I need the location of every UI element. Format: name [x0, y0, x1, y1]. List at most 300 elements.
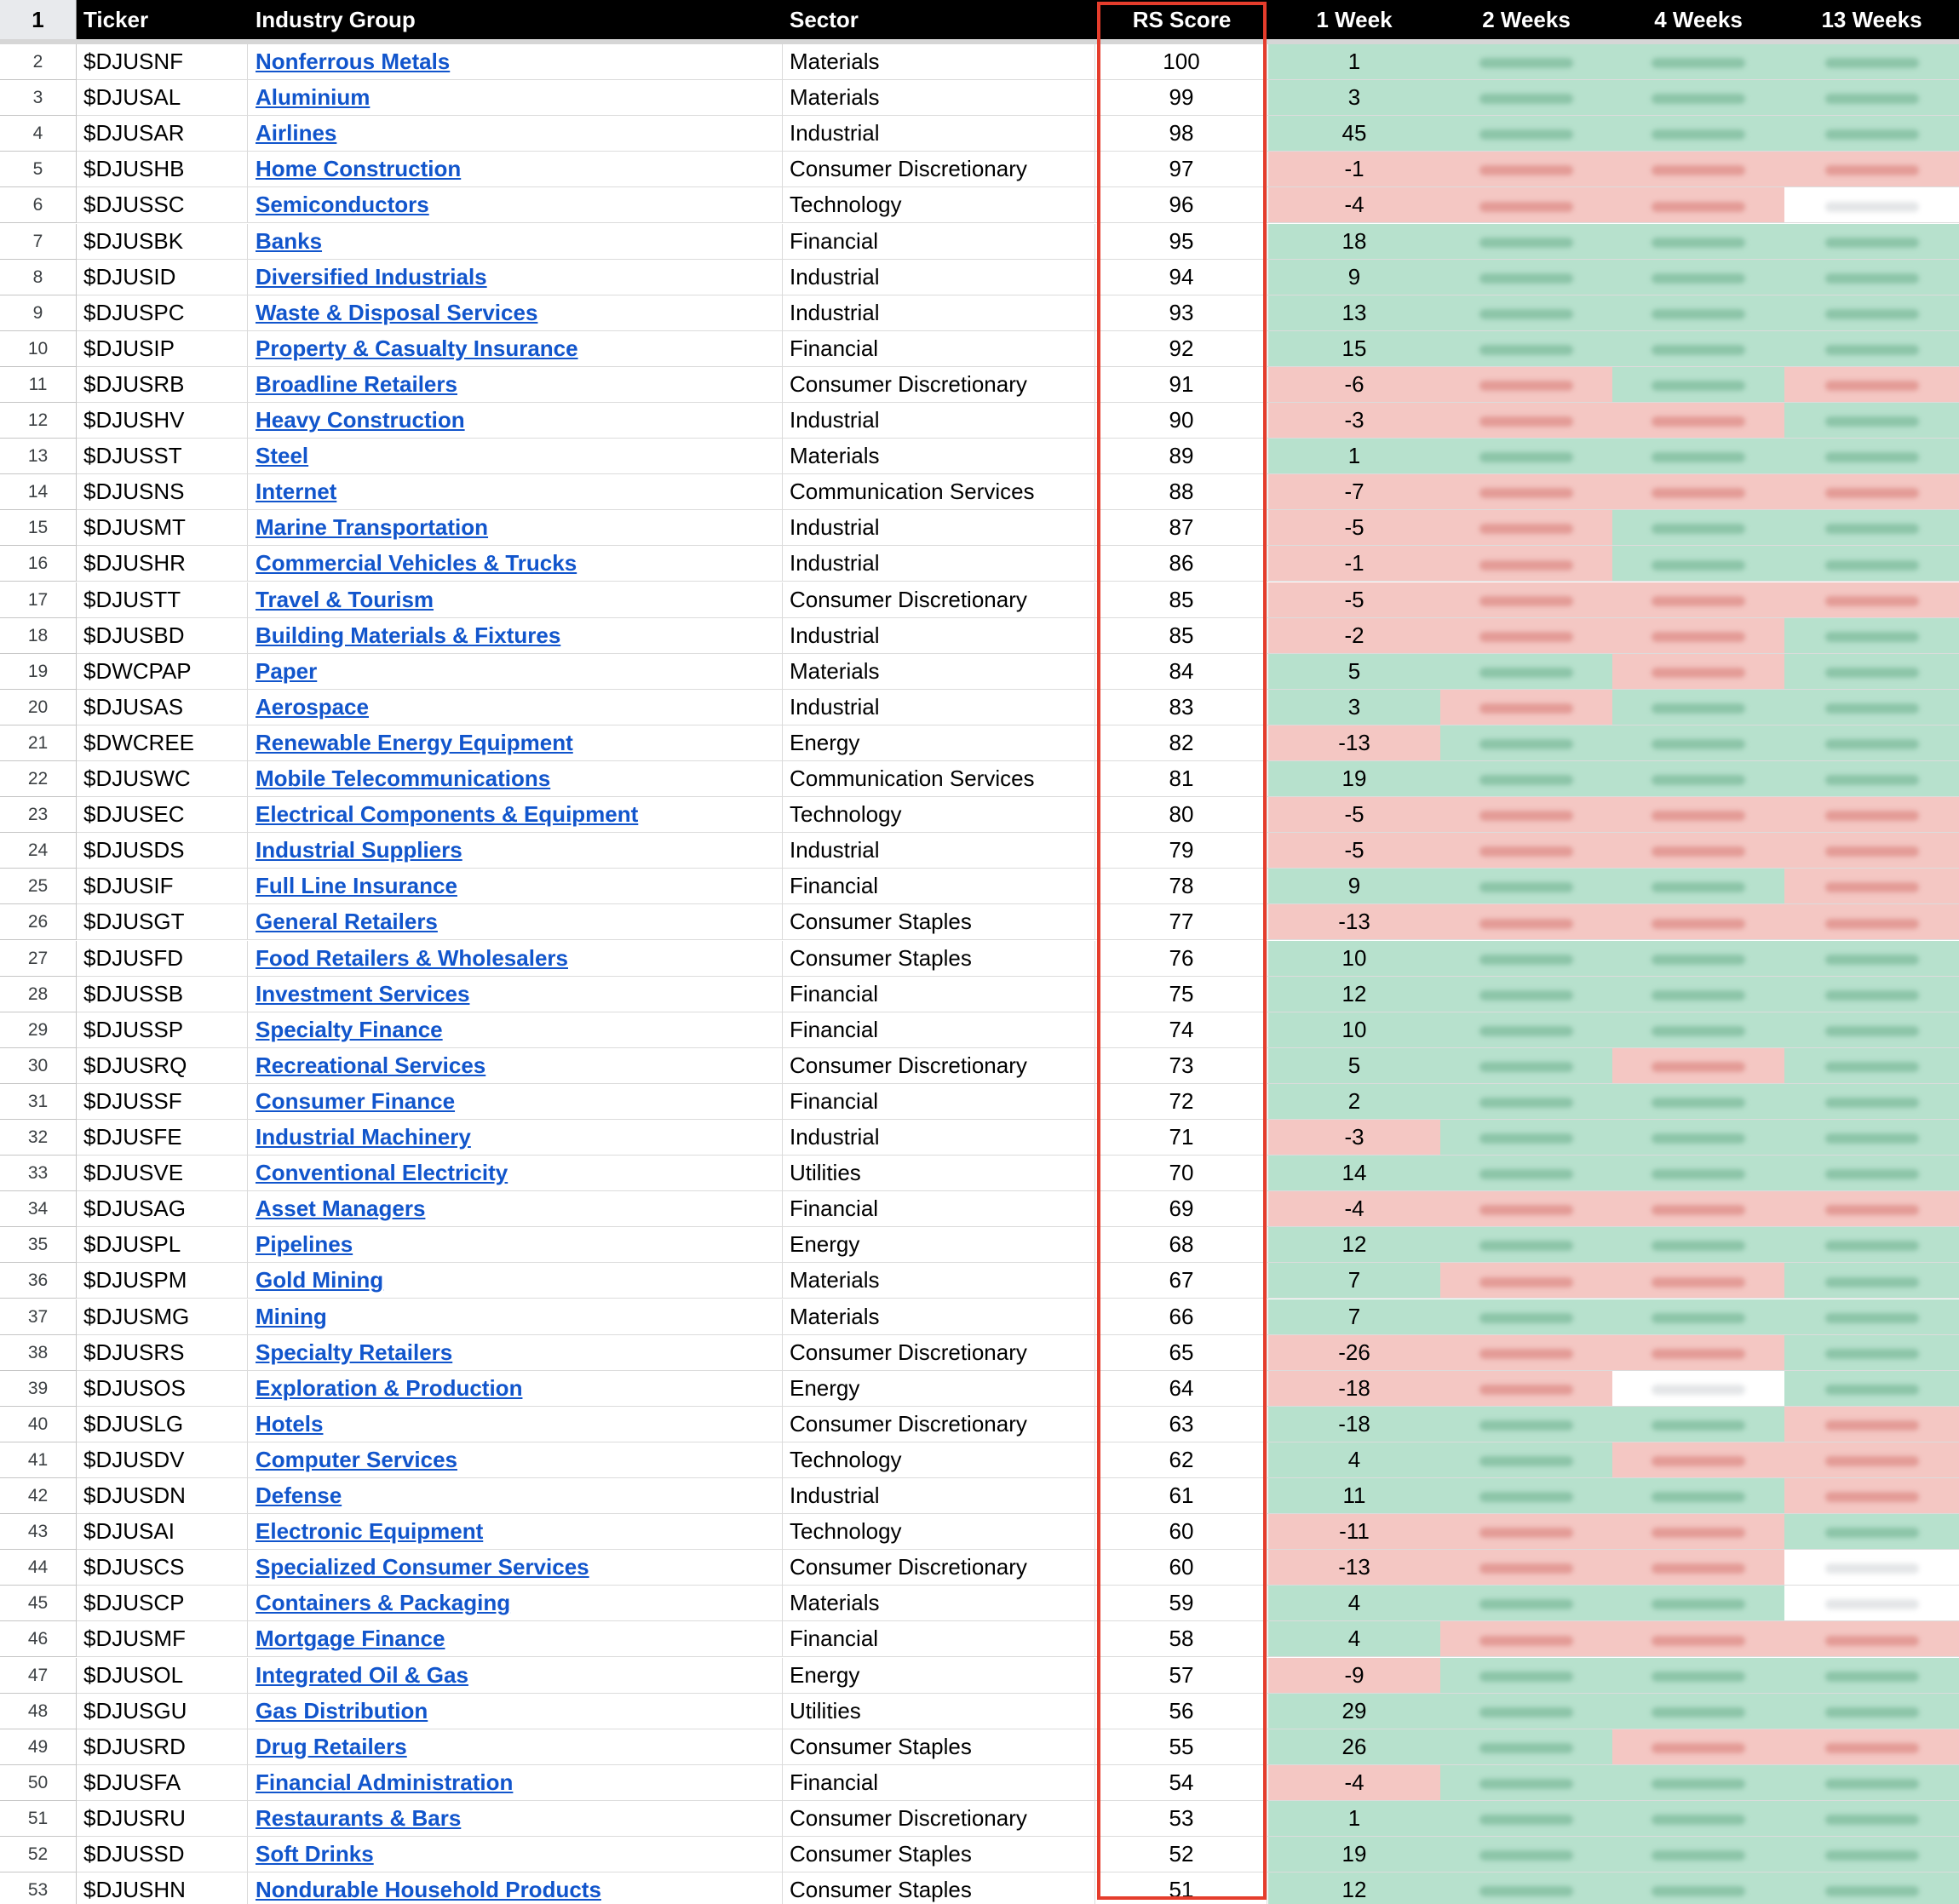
industry-group-link[interactable]: Mobile Telecommunications	[256, 766, 551, 791]
industry-group-cell[interactable]	[249, 1335, 783, 1370]
week2-change-cell[interactable]	[1440, 1048, 1612, 1083]
rs-score-cell[interactable]: 59	[1096, 1586, 1267, 1620]
rs-score-cell[interactable]: 91	[1096, 367, 1267, 402]
sector-cell[interactable]: Financial	[784, 977, 1095, 1012]
rs-score-cell[interactable]: 57	[1096, 1658, 1267, 1693]
rs-score-cell[interactable]: 94	[1096, 260, 1267, 295]
week2-change-cell[interactable]	[1440, 1263, 1612, 1298]
sector-cell[interactable]: Technology	[784, 1442, 1095, 1477]
rs-score-cell[interactable]: 77	[1096, 904, 1267, 939]
week13-change-cell[interactable]	[1784, 439, 1959, 473]
week4-change-cell[interactable]	[1612, 116, 1784, 151]
industry-group-link[interactable]: Asset Managers	[256, 1196, 426, 1222]
week4-change-cell[interactable]	[1612, 1837, 1784, 1872]
row-number[interactable]: 50	[0, 1765, 77, 1800]
week13-change-cell[interactable]	[1784, 44, 1959, 79]
week4-change-cell[interactable]	[1612, 833, 1784, 868]
week1-change-cell[interactable]: 5	[1268, 654, 1440, 689]
week13-change-cell[interactable]	[1784, 1012, 1959, 1047]
week2-change-cell[interactable]	[1440, 1371, 1612, 1406]
week2-change-cell[interactable]	[1440, 797, 1612, 832]
week2-change-cell[interactable]	[1440, 1586, 1612, 1620]
row-number[interactable]: 9	[0, 295, 77, 330]
week4-change-cell[interactable]	[1612, 1299, 1784, 1334]
week1-change-cell[interactable]: 15	[1268, 331, 1440, 366]
week4-change-cell[interactable]	[1612, 1084, 1784, 1119]
sector-cell[interactable]: Communication Services	[784, 474, 1095, 509]
week1-change-cell[interactable]: 2	[1268, 1084, 1440, 1119]
row-number[interactable]: 19	[0, 654, 77, 689]
week1-change-cell[interactable]: 10	[1268, 941, 1440, 976]
ticker-cell[interactable]: $DJUSAR	[78, 116, 248, 151]
sector-cell[interactable]: Energy	[784, 1371, 1095, 1406]
industry-group-link[interactable]: Diversified Industrials	[256, 263, 487, 290]
industry-group-link[interactable]: Soft Drinks	[256, 1841, 374, 1867]
week1-change-cell[interactable]: -26	[1268, 1335, 1440, 1370]
sector-cell[interactable]: Materials	[784, 80, 1095, 115]
week4-change-cell[interactable]	[1612, 260, 1784, 295]
week13-change-cell[interactable]	[1784, 1586, 1959, 1620]
week1-change-cell[interactable]: -18	[1268, 1407, 1440, 1442]
industry-group-cell[interactable]	[249, 546, 783, 581]
rs-score-cell[interactable]: 66	[1096, 1299, 1267, 1334]
week2-change-cell[interactable]	[1440, 1335, 1612, 1370]
row-number[interactable]: 26	[0, 904, 77, 939]
sector-cell[interactable]: Industrial	[784, 510, 1095, 545]
header-industry-group[interactable]: Industry Group	[249, 0, 783, 39]
industry-group-link[interactable]: Electronic Equipment	[256, 1518, 484, 1545]
ticker-cell[interactable]: $DJUSMG	[78, 1299, 248, 1334]
row-number[interactable]: 11	[0, 367, 77, 402]
sector-cell[interactable]: Utilities	[784, 1156, 1095, 1190]
week2-change-cell[interactable]	[1440, 1407, 1612, 1442]
week13-change-cell[interactable]	[1784, 1658, 1959, 1693]
ticker-cell[interactable]: $DJUSEC	[78, 797, 248, 832]
week4-change-cell[interactable]	[1612, 474, 1784, 509]
week2-change-cell[interactable]	[1440, 1191, 1612, 1226]
week2-change-cell[interactable]	[1440, 618, 1612, 653]
week2-change-cell[interactable]	[1440, 1694, 1612, 1729]
ticker-cell[interactable]: $DJUSHN	[78, 1872, 248, 1904]
week13-change-cell[interactable]	[1784, 1084, 1959, 1119]
industry-group-cell[interactable]	[249, 1765, 783, 1800]
rs-score-cell[interactable]: 92	[1096, 331, 1267, 366]
week4-change-cell[interactable]	[1612, 1550, 1784, 1585]
ticker-cell[interactable]: $DJUSAL	[78, 80, 248, 115]
row-number[interactable]: 52	[0, 1837, 77, 1872]
rs-score-cell[interactable]: 69	[1096, 1191, 1267, 1226]
header-sector[interactable]: Sector	[784, 0, 1095, 39]
week13-change-cell[interactable]	[1784, 941, 1959, 976]
sector-cell[interactable]: Financial	[784, 869, 1095, 903]
industry-group-link[interactable]: Investment Services	[256, 980, 470, 1006]
week2-change-cell[interactable]	[1440, 869, 1612, 903]
week2-change-cell[interactable]	[1440, 725, 1612, 760]
industry-group-link[interactable]: Gold Mining	[256, 1267, 384, 1293]
industry-group-link[interactable]: Full Line Insurance	[256, 873, 457, 899]
week2-change-cell[interactable]	[1440, 833, 1612, 868]
week1-change-cell[interactable]: 11	[1268, 1478, 1440, 1513]
sector-cell[interactable]: Technology	[784, 797, 1095, 832]
week1-change-cell[interactable]: 45	[1268, 116, 1440, 151]
ticker-cell[interactable]: $DJUSRB	[78, 367, 248, 402]
week13-change-cell[interactable]	[1784, 1120, 1959, 1155]
rs-score-cell[interactable]: 100	[1096, 44, 1267, 79]
week13-change-cell[interactable]	[1784, 1299, 1959, 1334]
week2-change-cell[interactable]	[1440, 1872, 1612, 1904]
week13-change-cell[interactable]	[1784, 260, 1959, 295]
ticker-cell[interactable]: $DJUSFD	[78, 941, 248, 976]
week13-change-cell[interactable]	[1784, 331, 1959, 366]
rs-score-cell[interactable]: 73	[1096, 1048, 1267, 1083]
row-number[interactable]: 23	[0, 797, 77, 832]
week1-change-cell[interactable]: 1	[1268, 439, 1440, 473]
week4-change-cell[interactable]	[1612, 1012, 1784, 1047]
week13-change-cell[interactable]	[1784, 1048, 1959, 1083]
week2-change-cell[interactable]	[1440, 582, 1612, 617]
industry-group-link[interactable]: Conventional Electricity	[256, 1160, 508, 1186]
row-number[interactable]: 40	[0, 1407, 77, 1442]
week4-change-cell[interactable]	[1612, 80, 1784, 115]
ticker-cell[interactable]: $DJUSBK	[78, 224, 248, 259]
ticker-cell[interactable]: $DJUSDV	[78, 1442, 248, 1477]
industry-group-cell[interactable]	[249, 977, 783, 1012]
week2-change-cell[interactable]	[1440, 80, 1612, 115]
ticker-cell[interactable]: $DJUSRQ	[78, 1048, 248, 1083]
week2-change-cell[interactable]	[1440, 260, 1612, 295]
industry-group-cell[interactable]	[249, 833, 783, 868]
rs-score-cell[interactable]: 58	[1096, 1621, 1267, 1656]
week13-change-cell[interactable]	[1784, 295, 1959, 330]
ticker-cell[interactable]: $DJUSFA	[78, 1765, 248, 1800]
week2-change-cell[interactable]	[1440, 1442, 1612, 1477]
week1-change-cell[interactable]: 10	[1268, 1012, 1440, 1047]
row-number[interactable]: 38	[0, 1335, 77, 1370]
week4-change-cell[interactable]	[1612, 1694, 1784, 1729]
industry-group-link[interactable]: Mortgage Finance	[256, 1626, 445, 1652]
week2-change-cell[interactable]	[1440, 904, 1612, 939]
week4-change-cell[interactable]	[1612, 1658, 1784, 1693]
sector-cell[interactable]: Financial	[784, 1191, 1095, 1226]
row-number[interactable]: 39	[0, 1371, 77, 1406]
industry-group-cell[interactable]	[249, 1872, 783, 1904]
week13-change-cell[interactable]	[1784, 1407, 1959, 1442]
rs-score-cell[interactable]: 78	[1096, 869, 1267, 903]
week2-change-cell[interactable]	[1440, 654, 1612, 689]
week1-change-cell[interactable]: -5	[1268, 833, 1440, 868]
week2-change-cell[interactable]	[1440, 1299, 1612, 1334]
week2-change-cell[interactable]	[1440, 331, 1612, 366]
industry-group-cell[interactable]	[249, 797, 783, 832]
week13-change-cell[interactable]	[1784, 510, 1959, 545]
industry-group-cell[interactable]	[249, 1191, 783, 1226]
row-number[interactable]: 31	[0, 1084, 77, 1119]
industry-group-link[interactable]: Consumer Finance	[256, 1087, 456, 1114]
week1-change-cell[interactable]: 12	[1268, 1872, 1440, 1904]
week4-change-cell[interactable]	[1612, 1765, 1784, 1800]
rs-score-cell[interactable]: 72	[1096, 1084, 1267, 1119]
week13-change-cell[interactable]	[1784, 224, 1959, 259]
industry-group-cell[interactable]	[249, 1550, 783, 1585]
week4-change-cell[interactable]	[1612, 1191, 1784, 1226]
week1-change-cell[interactable]: -5	[1268, 797, 1440, 832]
industry-group-link[interactable]: Nondurable Household Products	[256, 1877, 601, 1903]
week1-change-cell[interactable]: -13	[1268, 1550, 1440, 1585]
sector-cell[interactable]: Financial	[784, 1621, 1095, 1656]
rs-score-cell[interactable]: 74	[1096, 1012, 1267, 1047]
industry-group-link[interactable]: Commercial Vehicles & Trucks	[256, 550, 577, 576]
row-number[interactable]: 20	[0, 690, 77, 725]
week4-change-cell[interactable]	[1612, 1227, 1784, 1262]
header-ticker[interactable]: Ticker	[78, 0, 248, 39]
week1-change-cell[interactable]: 1	[1268, 1801, 1440, 1836]
ticker-cell[interactable]: $DJUSID	[78, 260, 248, 295]
ticker-cell[interactable]: $DJUSHR	[78, 546, 248, 581]
ticker-cell[interactable]: $DJUSIP	[78, 331, 248, 366]
ticker-cell[interactable]: $DJUSST	[78, 439, 248, 473]
ticker-cell[interactable]: $DJUSSP	[78, 1012, 248, 1047]
week1-change-cell[interactable]: -13	[1268, 725, 1440, 760]
week2-change-cell[interactable]	[1440, 510, 1612, 545]
row-number[interactable]: 43	[0, 1514, 77, 1549]
week1-change-cell[interactable]: 19	[1268, 761, 1440, 796]
row-number[interactable]: 17	[0, 582, 77, 617]
week1-change-cell[interactable]: 9	[1268, 869, 1440, 903]
industry-group-cell[interactable]	[249, 618, 783, 653]
week13-change-cell[interactable]	[1784, 618, 1959, 653]
week2-change-cell[interactable]	[1440, 403, 1612, 438]
week4-change-cell[interactable]	[1612, 797, 1784, 832]
week1-change-cell[interactable]: 7	[1268, 1263, 1440, 1298]
week4-change-cell[interactable]	[1612, 725, 1784, 760]
row-number[interactable]: 18	[0, 618, 77, 653]
week2-change-cell[interactable]	[1440, 1658, 1612, 1693]
industry-group-link[interactable]: Aerospace	[256, 693, 369, 720]
week4-change-cell[interactable]	[1612, 869, 1784, 903]
week2-change-cell[interactable]	[1440, 761, 1612, 796]
rs-score-cell[interactable]: 52	[1096, 1837, 1267, 1872]
industry-group-cell[interactable]	[249, 1227, 783, 1262]
industry-group-cell[interactable]	[249, 725, 783, 760]
sector-cell[interactable]: Energy	[784, 1658, 1095, 1693]
week1-change-cell[interactable]: -5	[1268, 510, 1440, 545]
rs-score-cell[interactable]: 81	[1096, 761, 1267, 796]
industry-group-link[interactable]: Aluminium	[256, 84, 371, 111]
week1-change-cell[interactable]: -13	[1268, 904, 1440, 939]
week13-change-cell[interactable]	[1784, 474, 1959, 509]
week4-change-cell[interactable]	[1612, 761, 1784, 796]
week4-change-cell[interactable]	[1612, 546, 1784, 581]
week1-change-cell[interactable]: -5	[1268, 582, 1440, 617]
week1-change-cell[interactable]: -9	[1268, 1658, 1440, 1693]
week13-change-cell[interactable]	[1784, 1442, 1959, 1477]
week4-change-cell[interactable]	[1612, 152, 1784, 186]
industry-group-link[interactable]: Drug Retailers	[256, 1733, 407, 1759]
industry-group-cell[interactable]	[249, 1048, 783, 1083]
week4-change-cell[interactable]	[1612, 44, 1784, 79]
industry-group-cell[interactable]	[249, 1658, 783, 1693]
rs-score-cell[interactable]: 55	[1096, 1729, 1267, 1764]
row-number[interactable]: 48	[0, 1694, 77, 1729]
ticker-cell[interactable]: $DJUSSC	[78, 187, 248, 222]
rs-score-cell[interactable]: 53	[1096, 1801, 1267, 1836]
week4-change-cell[interactable]	[1612, 1801, 1784, 1836]
row-number[interactable]: 44	[0, 1550, 77, 1585]
rs-score-cell[interactable]: 62	[1096, 1442, 1267, 1477]
week4-change-cell[interactable]	[1612, 1514, 1784, 1549]
ticker-cell[interactable]: $DJUSAG	[78, 1191, 248, 1226]
industry-group-cell[interactable]	[249, 260, 783, 295]
industry-group-cell[interactable]	[249, 1442, 783, 1477]
week4-change-cell[interactable]	[1612, 1120, 1784, 1155]
industry-group-cell[interactable]	[249, 510, 783, 545]
row-number[interactable]: 7	[0, 224, 77, 259]
week1-change-cell[interactable]: -3	[1268, 403, 1440, 438]
week1-change-cell[interactable]: -18	[1268, 1371, 1440, 1406]
row-number[interactable]: 16	[0, 546, 77, 581]
sector-cell[interactable]: Consumer Discretionary	[784, 1407, 1095, 1442]
week13-change-cell[interactable]	[1784, 797, 1959, 832]
industry-group-link[interactable]: Financial Administration	[256, 1769, 514, 1795]
week13-change-cell[interactable]	[1784, 1478, 1959, 1513]
week2-change-cell[interactable]	[1440, 295, 1612, 330]
ticker-cell[interactable]: $DJUSIF	[78, 869, 248, 903]
ticker-cell[interactable]: $DJUSCS	[78, 1550, 248, 1585]
row-number[interactable]: 12	[0, 403, 77, 438]
week4-change-cell[interactable]	[1612, 439, 1784, 473]
week2-change-cell[interactable]	[1440, 1120, 1612, 1155]
industry-group-cell[interactable]	[249, 1299, 783, 1334]
rs-score-cell[interactable]: 89	[1096, 439, 1267, 473]
week2-change-cell[interactable]	[1440, 1084, 1612, 1119]
industry-group-link[interactable]: Industrial Machinery	[256, 1124, 471, 1150]
ticker-cell[interactable]: $DJUSAI	[78, 1514, 248, 1549]
week4-change-cell[interactable]	[1612, 618, 1784, 653]
industry-group-cell[interactable]	[249, 44, 783, 79]
row-number[interactable]: 30	[0, 1048, 77, 1083]
week13-change-cell[interactable]	[1784, 761, 1959, 796]
rs-score-cell[interactable]: 99	[1096, 80, 1267, 115]
industry-group-cell[interactable]	[249, 1514, 783, 1549]
industry-group-link[interactable]: Internet	[256, 479, 337, 505]
ticker-cell[interactable]: $DJUSOL	[78, 1658, 248, 1693]
row-number[interactable]: 51	[0, 1801, 77, 1836]
rs-score-cell[interactable]: 56	[1096, 1694, 1267, 1729]
industry-group-cell[interactable]	[249, 1263, 783, 1298]
rs-score-cell[interactable]: 88	[1096, 474, 1267, 509]
rs-score-cell[interactable]: 54	[1096, 1765, 1267, 1800]
ticker-cell[interactable]: $DJUSAS	[78, 690, 248, 725]
week2-change-cell[interactable]	[1440, 152, 1612, 186]
industry-group-cell[interactable]	[249, 582, 783, 617]
sector-cell[interactable]: Consumer Discretionary	[784, 1335, 1095, 1370]
industry-group-link[interactable]: Property & Casualty Insurance	[256, 335, 578, 361]
ticker-cell[interactable]: $DJUSGT	[78, 904, 248, 939]
week13-change-cell[interactable]	[1784, 1872, 1959, 1904]
industry-group-link[interactable]: Specialty Retailers	[256, 1339, 453, 1365]
week4-change-cell[interactable]	[1612, 1263, 1784, 1298]
sector-cell[interactable]: Technology	[784, 187, 1095, 222]
week2-change-cell[interactable]	[1440, 1227, 1612, 1262]
industry-group-cell[interactable]	[249, 1478, 783, 1513]
week13-change-cell[interactable]	[1784, 869, 1959, 903]
rs-score-cell[interactable]: 64	[1096, 1371, 1267, 1406]
week4-change-cell[interactable]	[1612, 582, 1784, 617]
week1-change-cell[interactable]: -3	[1268, 1120, 1440, 1155]
sector-cell[interactable]: Industrial	[784, 833, 1095, 868]
rs-score-cell[interactable]: 63	[1096, 1407, 1267, 1442]
week4-change-cell[interactable]	[1612, 1872, 1784, 1904]
week2-change-cell[interactable]	[1440, 116, 1612, 151]
sector-cell[interactable]: Communication Services	[784, 761, 1095, 796]
row-number[interactable]: 46	[0, 1621, 77, 1656]
industry-group-link[interactable]: Building Materials & Fixtures	[256, 622, 561, 648]
row-number[interactable]: 14	[0, 474, 77, 509]
week1-change-cell[interactable]: -11	[1268, 1514, 1440, 1549]
sector-cell[interactable]: Consumer Staples	[784, 1729, 1095, 1764]
sector-cell[interactable]: Materials	[784, 1299, 1095, 1334]
sector-cell[interactable]: Materials	[784, 654, 1095, 689]
week1-change-cell[interactable]: 19	[1268, 1837, 1440, 1872]
week2-change-cell[interactable]	[1440, 1012, 1612, 1047]
ticker-cell[interactable]: $DJUSPM	[78, 1263, 248, 1298]
week4-change-cell[interactable]	[1612, 510, 1784, 545]
week4-change-cell[interactable]	[1612, 1048, 1784, 1083]
week2-change-cell[interactable]	[1440, 44, 1612, 79]
header-2-weeks[interactable]: 2 Weeks	[1440, 0, 1612, 39]
industry-group-link[interactable]: Heavy Construction	[256, 407, 465, 433]
week2-change-cell[interactable]	[1440, 439, 1612, 473]
sector-cell[interactable]: Industrial	[784, 295, 1095, 330]
week13-change-cell[interactable]	[1784, 116, 1959, 151]
rs-score-cell[interactable]: 97	[1096, 152, 1267, 186]
row-number-1[interactable]: 1	[0, 0, 77, 39]
industry-group-cell[interactable]	[249, 152, 783, 186]
industry-group-link[interactable]: Home Construction	[256, 156, 462, 182]
sector-cell[interactable]: Consumer Discretionary	[784, 1550, 1095, 1585]
sector-cell[interactable]: Materials	[784, 1263, 1095, 1298]
rs-score-cell[interactable]: 70	[1096, 1156, 1267, 1190]
ticker-cell[interactable]: $DJUSHV	[78, 403, 248, 438]
week2-change-cell[interactable]	[1440, 690, 1612, 725]
week1-change-cell[interactable]: -6	[1268, 367, 1440, 402]
sector-cell[interactable]: Consumer Discretionary	[784, 582, 1095, 617]
row-number[interactable]: 53	[0, 1872, 77, 1904]
week13-change-cell[interactable]	[1784, 833, 1959, 868]
week13-change-cell[interactable]	[1784, 1694, 1959, 1729]
week4-change-cell[interactable]	[1612, 224, 1784, 259]
industry-group-link[interactable]: Banks	[256, 227, 323, 254]
rs-score-cell[interactable]: 93	[1096, 295, 1267, 330]
industry-group-link[interactable]: Paper	[256, 657, 318, 684]
row-number[interactable]: 34	[0, 1191, 77, 1226]
sector-cell[interactable]: Industrial	[784, 546, 1095, 581]
week2-change-cell[interactable]	[1440, 1514, 1612, 1549]
week4-change-cell[interactable]	[1612, 941, 1784, 976]
row-number[interactable]: 33	[0, 1156, 77, 1190]
industry-group-link[interactable]: Hotels	[256, 1410, 324, 1437]
header-1-week[interactable]: 1 Week	[1268, 0, 1440, 39]
row-number[interactable]: 2	[0, 44, 77, 79]
ticker-cell[interactable]: $DJUSFE	[78, 1120, 248, 1155]
ticker-cell[interactable]: $DJUSTT	[78, 582, 248, 617]
week2-change-cell[interactable]	[1440, 1621, 1612, 1656]
sector-cell[interactable]: Consumer Staples	[784, 904, 1095, 939]
industry-group-link[interactable]: Restaurants & Bars	[256, 1804, 462, 1831]
row-number[interactable]: 47	[0, 1658, 77, 1693]
ticker-cell[interactable]: $DWCREE	[78, 725, 248, 760]
industry-group-cell[interactable]	[249, 403, 783, 438]
